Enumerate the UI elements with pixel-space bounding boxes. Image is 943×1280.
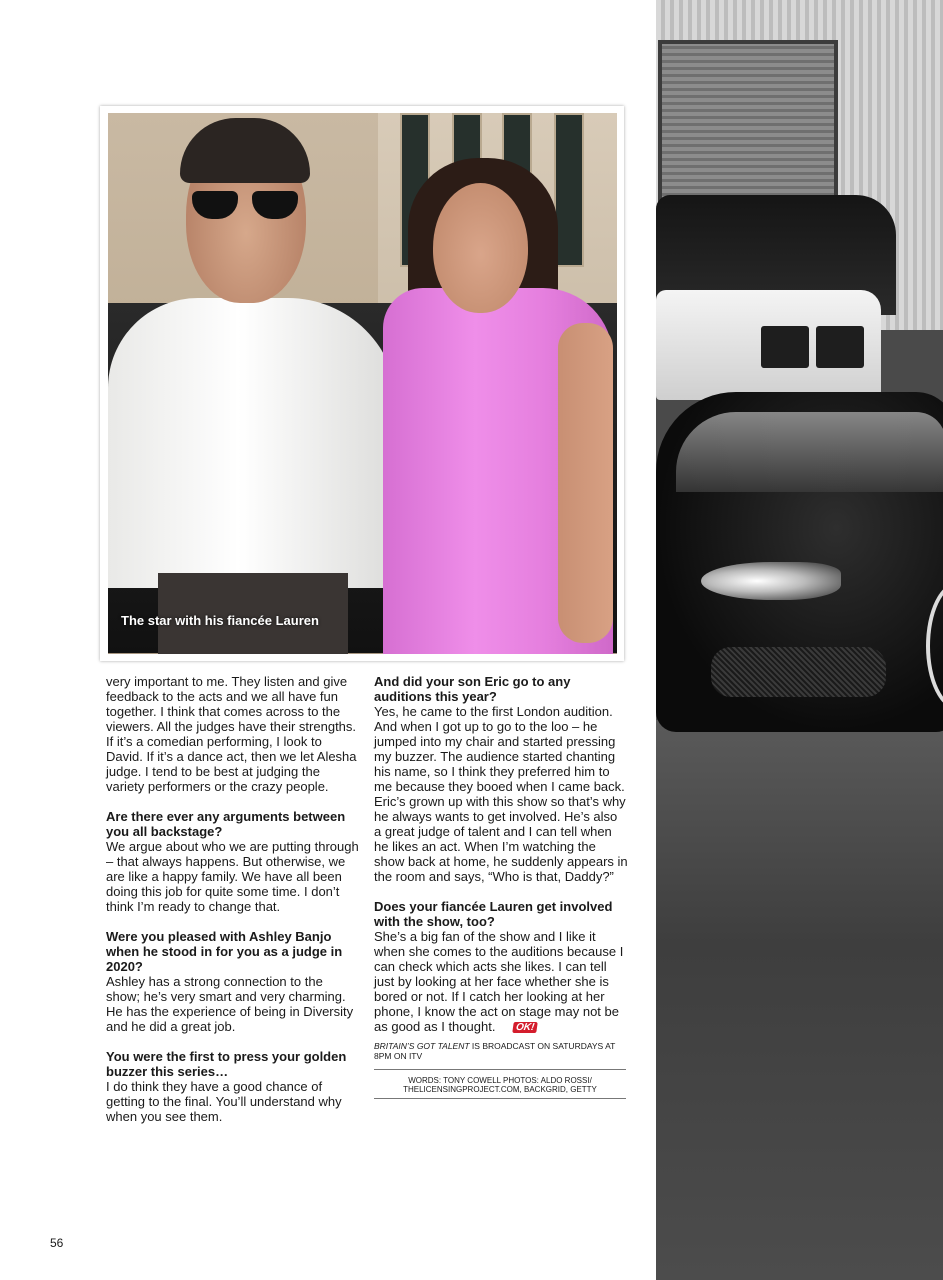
broadcast-schedule: IS BROADCAST ON SATURDAYS AT 8PM ON ITV <box>374 1041 616 1061</box>
photo-credits: WORDS: TONY COWELL PHOTOS: ALDO ROSSI/ THELICENSINGPROJECT.COM, BACKGRID, GETTY <box>374 1069 626 1099</box>
question-heading: Were you pleased with Ashley Banjo when he stood in for you as a judge in 2020? <box>106 929 343 974</box>
article-column-right <box>374 674 628 1099</box>
paragraph-text: She’s a big fan of the show and I like it when she comes to the auditions because I can check which acts she likes. I can tell just by looking at her face whether she is bored or not. If I catch her looking at her phone, I know the act on stage may not be as good as I thought. <box>374 929 624 1034</box>
side-photo-car <box>656 0 943 1280</box>
broadcast-note <box>374 1041 628 1061</box>
photo-headlight <box>701 562 841 600</box>
paragraph: Ashley has a strong connection to the show; he’s very smart and very charming. He has the experience of being in Diversity and he did a great job. <box>106 974 354 1034</box>
question-heading: You were the first to press your golden buzzer this series… <box>106 1049 347 1079</box>
question-heading: Are there ever any arguments between you all backstage? <box>106 809 346 839</box>
show-title: BRITAIN’S GOT TALENT <box>374 1041 470 1051</box>
main-photo-frame <box>100 106 624 661</box>
photo-man-hair <box>180 118 310 183</box>
paragraph <box>374 929 628 1034</box>
photo-sunglasses <box>192 191 300 221</box>
photo-grille <box>711 647 886 697</box>
photo-man-shirt <box>108 298 398 588</box>
page-number: 56 <box>50 1236 64 1250</box>
photo-garage-door <box>658 40 838 214</box>
photo-van <box>656 290 881 400</box>
article-column-left <box>106 674 360 1124</box>
photo-woman-arm <box>558 323 613 643</box>
question-heading: Does your fiancée Lauren get involved with the show, too? <box>374 899 613 929</box>
paragraph: Yes, he came to the first London audition. And when I got up to go to the loo – he jumped into my chair and started pressing my buzzer. The audience started chanting his name, so I think they preferred him to me because they booed when I came back. Eric’s grown up with this show so that’s why he always wants to get involved. He’s also a great judge of talent and I can tell when he likes an act. When I’m watching the show back at home, he suddenly appears in the room and says, “Who is that, Daddy?” <box>374 704 628 884</box>
main-photo-couple <box>108 113 617 654</box>
photo-caption: The star with his fiancée Lauren <box>121 613 319 628</box>
photo-sports-car <box>656 392 943 732</box>
ok-end-mark-logo: OK! <box>513 1022 539 1033</box>
question-heading: And did your son Eric go to any auditions this year? <box>374 674 571 704</box>
paragraph: very important to me. They listen and give feedback to the acts and we all have fun together. I think that comes across to the viewers. All the judges have their strengths. If it’s a comedian performing, I look to David. If it’s a dance act, then we let Alesha judge. I tend to be best at judging the variety performers or the crazy people. <box>106 674 357 794</box>
paragraph: We argue about who we are putting through – that always happens. But otherwise, we are like a happy family. We have all been doing this job for quite some time. I don’t think I’m ready to change that. <box>106 839 359 914</box>
photo-ground <box>656 720 943 1280</box>
paragraph: I do think they have a good chance of getting to the final. You’ll understand why when you see them. <box>106 1079 342 1124</box>
photo-woman-face <box>433 183 528 313</box>
